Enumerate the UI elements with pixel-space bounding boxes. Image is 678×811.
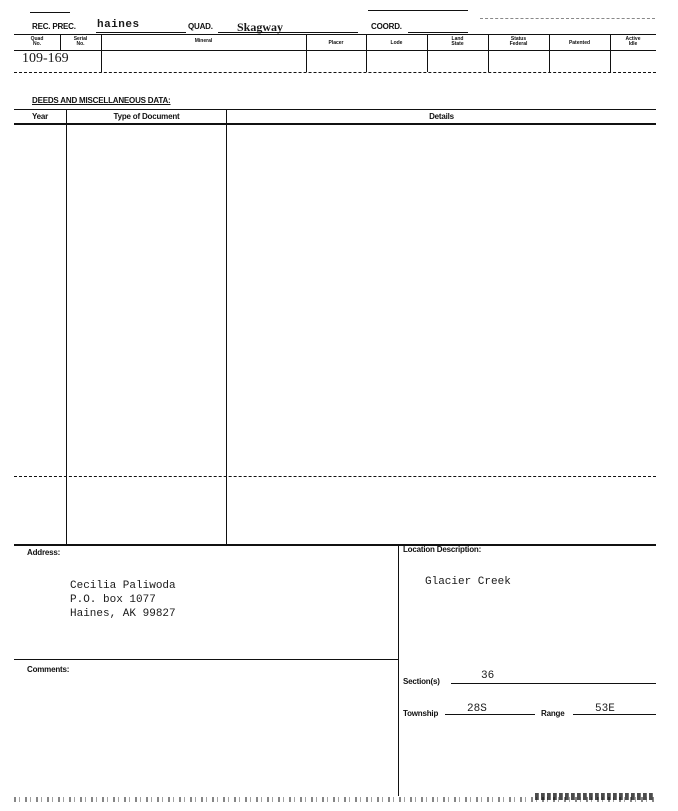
header-quad-no: [14, 37, 60, 47]
header-land-state-line1: Land: [451, 36, 464, 42]
deeds-dashed-rule: [14, 476, 656, 477]
address-line-3: Haines, AK 99827: [70, 608, 176, 620]
top-rule-right: [368, 10, 468, 11]
header-land-state: [427, 37, 488, 47]
record-table-header-rule: [14, 50, 656, 51]
deeds-header-rule: [14, 123, 656, 125]
township-underline: [445, 714, 535, 715]
header-lode: Lode: [390, 40, 403, 46]
bottom-section-divider: [398, 544, 399, 796]
rec-prec-value: haines: [97, 19, 140, 31]
address-label: Address:: [27, 548, 61, 557]
header-status-federal-line1: Status: [510, 36, 527, 42]
township-value: 28S: [467, 703, 487, 715]
deeds-top-rule: [14, 109, 656, 110]
rec-prec-underline: [96, 32, 186, 33]
header-placer: Placer: [328, 40, 344, 46]
quad-label: QUAD.: [188, 22, 213, 31]
deeds-col-details: Details: [429, 112, 454, 121]
location-description-label: Location Description:: [403, 545, 482, 554]
scan-noise-bottom-right: [535, 793, 655, 800]
location-description-value: Glacier Creek: [425, 576, 511, 588]
header-active-idle: [610, 37, 656, 47]
section-underline: [451, 683, 656, 684]
header-land-state-line2: State: [451, 41, 464, 47]
rec-prec-label: REC. PREC.: [32, 22, 76, 31]
section-value: 36: [481, 670, 495, 682]
header-serial-no: [60, 37, 101, 47]
quad-value: Skagway: [237, 20, 284, 34]
coord-label: COORD.: [371, 22, 402, 31]
address-line-2: P.O. box 1077: [70, 594, 156, 606]
township-label: Township: [403, 709, 439, 718]
header-active-idle-line2: Idle: [628, 41, 638, 47]
address-comments-divider: [14, 659, 399, 660]
comments-label: Comments:: [27, 665, 70, 674]
header-trailing-marks: [480, 18, 655, 22]
quad-underline: [218, 32, 358, 33]
top-rule-left: [30, 12, 70, 13]
deeds-col-year: Year: [31, 112, 49, 121]
deeds-section-title: DEEDS AND MISCELLANEOUS DATA:: [32, 96, 171, 105]
bottom-section-top-rule: [14, 544, 656, 546]
record-table-bottom-rule: [14, 72, 656, 73]
record-table-top-rule: [14, 34, 656, 35]
range-label: Range: [541, 709, 565, 718]
deeds-col-div-1: [66, 109, 67, 545]
header-mineral: Mineral: [194, 38, 213, 44]
coord-underline: [408, 32, 468, 33]
header-active-idle-line1: Active: [625, 36, 641, 42]
quad-serial-value: 109-169: [22, 51, 69, 66]
header-quad-no-line2: No.: [32, 41, 42, 47]
address-line-1: Cecilia Paliwoda: [70, 580, 176, 592]
header-status-federal: [488, 37, 549, 47]
header-serial-no-line2: No.: [76, 41, 85, 47]
deeds-col-div-2: [226, 109, 227, 545]
header-serial-no-line1: Serial: [73, 36, 88, 42]
header-patented: Patented: [568, 40, 591, 46]
section-label: Section(s): [403, 677, 440, 686]
range-value: 53E: [595, 703, 615, 715]
header-quad-no-line1: Quad: [30, 36, 44, 42]
header-status-federal-line2: Federal: [509, 41, 528, 47]
deeds-col-type: Type of Document: [113, 112, 180, 121]
